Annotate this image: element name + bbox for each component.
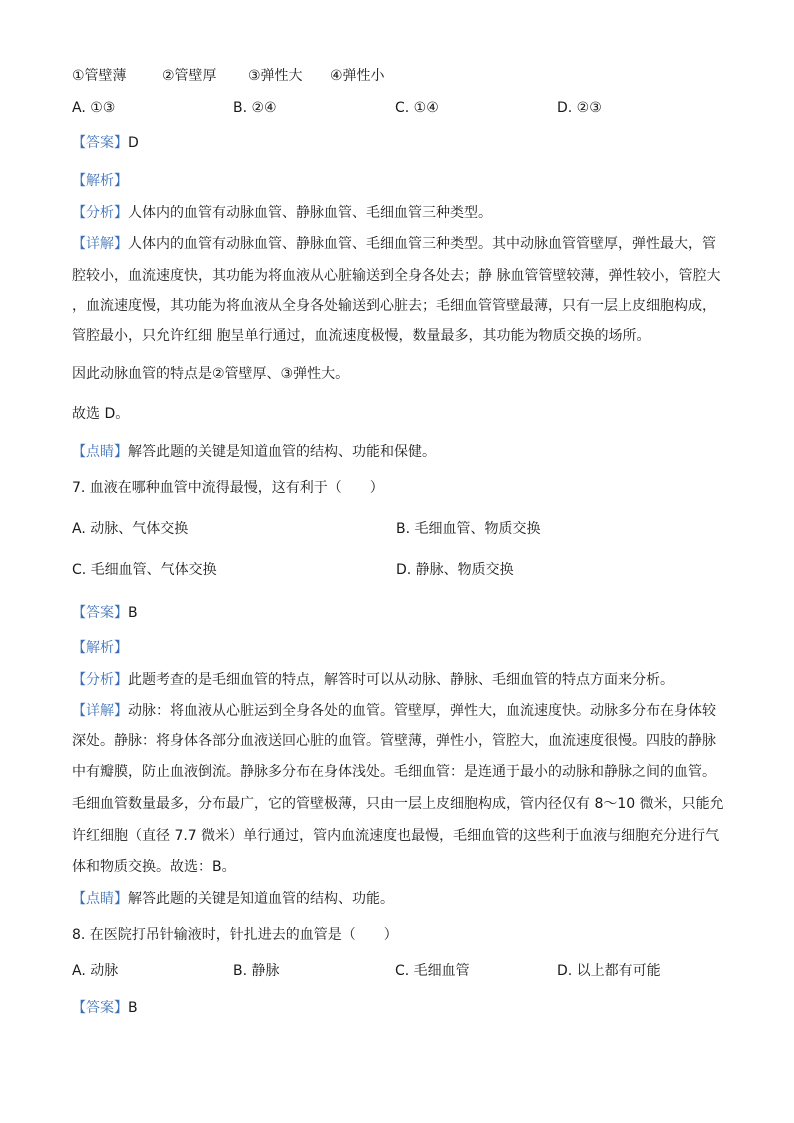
q8-option-c: C. 毛细血管 bbox=[395, 963, 470, 979]
q7-xiangjie-line-5: 许红细胞（直径 7.7 微米）单行通过，管内血流速度也最慢，毛细血管的这些利于血液与细胞充分进行气 bbox=[72, 828, 720, 844]
q7-option-c: C. 毛细血管、气体交换 bbox=[72, 562, 217, 578]
analysis-tag: 【解析】 bbox=[72, 173, 128, 189]
q6-conclusion: 因此动脉血管的特点是②管壁厚、③弹性大。 bbox=[72, 366, 350, 382]
q6-dianjing bbox=[72, 442, 436, 462]
answer-value: D bbox=[128, 135, 139, 151]
q6-item-3: ③弹性大 bbox=[248, 68, 303, 84]
q7-option-d: D. 静脉、物质交换 bbox=[396, 562, 514, 578]
q7-xiangjie-line-3: 中有瓣膜，防止血液倒流。静脉多分布在身体浅处。毛细血管：是连通于最小的动脉和静脉之间的血管。 bbox=[72, 764, 716, 780]
fenxi-text: 此题考查的是毛细血管的特点，解答时可以从动脉、静脉、毛细血管的特点方面来分析。 bbox=[128, 672, 674, 688]
q8-answer bbox=[72, 998, 138, 1018]
q6-xiangjie-line-4: 管腔最小，只允许红细 胞呈单行通过，血流速度极慢，数量最多，其功能为物质交换的场所。 bbox=[72, 328, 651, 344]
answer-tag: 【答案】 bbox=[72, 135, 128, 151]
q6-option-a: A. ①③ bbox=[72, 100, 116, 116]
q8-option-a: A. 动脉 bbox=[72, 963, 119, 979]
q6-fenxi bbox=[72, 203, 492, 223]
q6-items-row bbox=[72, 66, 385, 86]
q6-item-2: ②管壁厚 bbox=[162, 68, 217, 84]
q6-option-d: D. ②③ bbox=[557, 100, 602, 116]
dianjing-text: 解答此题的关键是知道血管的结构、功能。 bbox=[128, 891, 394, 907]
q6-option-c: C. ①④ bbox=[395, 100, 439, 116]
q6-option-b: B. ②④ bbox=[233, 100, 277, 116]
xiangjie-text: 人体内的血管有动脉血管、静脉血管、毛细血管三种类型。其中动脉血管管壁厚，弹性最大，管 bbox=[128, 236, 716, 252]
dianjing-tag: 【点睛】 bbox=[72, 444, 128, 460]
q7-option-a: A. 动脉、气体交换 bbox=[72, 521, 189, 537]
q7-option-b: B. 毛细血管、物质交换 bbox=[396, 521, 541, 537]
q7-question: 7. 血液在哪种血管中流得最慢，这有利于（ ） bbox=[72, 480, 384, 496]
answer-value: B bbox=[128, 1000, 138, 1016]
q7-xiangjie-line-6: 体和物质交换。故选：B。 bbox=[72, 859, 236, 875]
q6-xiangjie-line-3: ，血流速度慢，其功能为将血液从全身各处输送到心脏去；毛细血管管壁最薄，只有一层上皮细胞构成， bbox=[72, 298, 716, 314]
q7-xiangjie-line-2: 深处。静脉：将身体各部分血液送回心脏的血管。管壁薄，弹性小，管腔大，血流速度很慢。四肢的静脉 bbox=[72, 733, 716, 749]
q6-choose: 故选 D。 bbox=[72, 406, 130, 422]
q6-analysis-heading bbox=[72, 171, 128, 191]
answer-tag: 【答案】 bbox=[72, 1000, 128, 1016]
q7-answer bbox=[72, 603, 138, 623]
xiangjie-tag: 【详解】 bbox=[72, 236, 128, 252]
q8-question: 8. 在医院打吊针输液时，针扎进去的血管是（ ） bbox=[72, 927, 398, 943]
fenxi-tag: 【分析】 bbox=[72, 672, 128, 688]
dianjing-tag: 【点睛】 bbox=[72, 891, 128, 907]
q6-answer bbox=[72, 133, 139, 153]
answer-value: B bbox=[128, 605, 138, 621]
q7-dianjing bbox=[72, 889, 394, 909]
xiangjie-text: 动脉：将血液从心脏运到全身各处的血管。管壁厚，弹性大，血流速度快。动脉多分布在身体较 bbox=[128, 703, 716, 719]
analysis-tag: 【解析】 bbox=[72, 640, 128, 656]
q7-analysis-heading bbox=[72, 638, 128, 658]
xiangjie-tag: 【详解】 bbox=[72, 703, 128, 719]
q6-xiangjie-line-1 bbox=[72, 234, 716, 254]
q7-fenxi bbox=[72, 670, 674, 690]
answer-tag: 【答案】 bbox=[72, 605, 128, 621]
q7-xiangjie-line-1 bbox=[72, 701, 716, 721]
q6-item-4: ④弹性小 bbox=[330, 68, 385, 84]
q7-xiangjie-line-4: 毛细血管数量最多，分布最广，它的管壁极薄，只由一层上皮细胞构成，管内径仅有 8～10 微米，只能允 bbox=[72, 796, 724, 812]
fenxi-tag: 【分析】 bbox=[72, 205, 128, 221]
q8-option-d: D. 以上都有可能 bbox=[557, 963, 661, 979]
q8-option-b: B. 静脉 bbox=[233, 963, 280, 979]
q6-xiangjie-line-2: 腔较小，血流速度快，其功能为将血液从心脏输送到全身各处去；静 脉血管管壁较薄，弹性较小，管腔大 bbox=[72, 268, 721, 284]
fenxi-text: 人体内的血管有动脉血管、静脉血管、毛细血管三种类型。 bbox=[128, 205, 492, 221]
dianjing-text: 解答此题的关键是知道血管的结构、功能和保健。 bbox=[128, 444, 436, 460]
q6-item-1: ①管壁薄 bbox=[72, 68, 127, 84]
